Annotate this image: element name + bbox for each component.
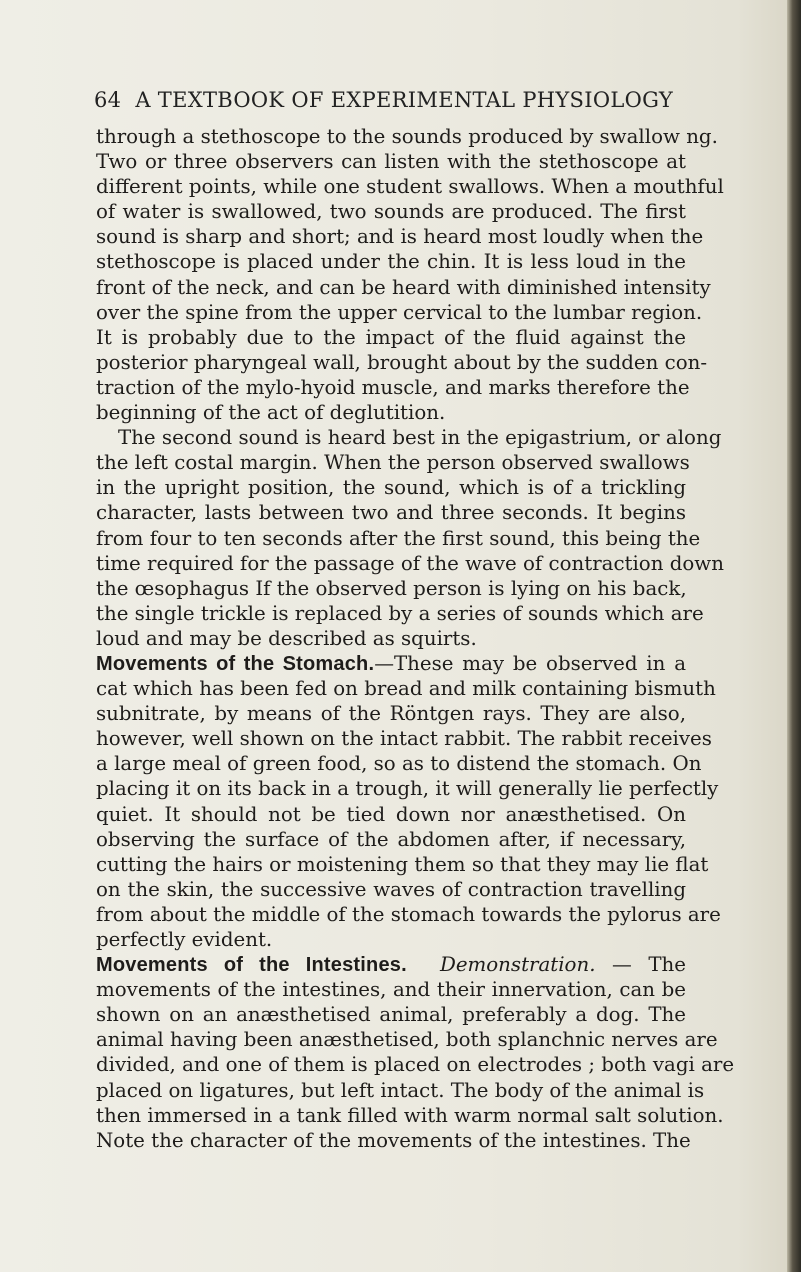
text-line: then immersed in a tank filled with warm normal salt solution. [96, 1103, 724, 1127]
text-line: character, lasts between two and three seconds. It begins [96, 501, 686, 525]
text-line: sound is sharp and short; and is heard most loudly when the [96, 225, 704, 249]
section-intestine-movements [96, 952, 735, 1153]
section-heading-intestines: Movements of the Intestines. [96, 954, 407, 977]
heading-continuation: — The [595, 953, 687, 977]
text-line: over the spine from the upper cervical to the lumbar region. [96, 300, 703, 324]
text-line: cutting the hairs or moistening them so that they may lie flat [96, 852, 709, 876]
text-line: the single trickle is replaced by a series of sounds which are [96, 601, 704, 625]
text-line: on the skin, the successive waves of contraction travelling [96, 877, 686, 901]
text-line: divided, and one of them is placed on electrodes ; both vagi are [96, 1053, 735, 1077]
text-line: placing it on its back in a trough, it will generally lie perfectly [96, 777, 719, 801]
body-text [96, 124, 735, 1153]
section-stomach-movements [96, 651, 721, 952]
text-line: traction of the mylo-hyoid muscle, and marks therefore the [96, 375, 690, 399]
text-line: observing the surface of the abdomen after, if necessary, [96, 827, 686, 851]
running-head [94, 88, 714, 112]
text-line: from about the middle of the stomach towards the pylorus are [96, 902, 721, 926]
text-line: from four to ten seconds after the first sound, this being the [96, 526, 701, 550]
text-line: The second sound is heard best in the epigastrium, or along [118, 426, 722, 450]
heading-continuation: —These may be observed in a [374, 651, 686, 675]
text-line: Note the character of the movements of the intestines. The [96, 1128, 691, 1152]
text-line: front of the neck, and can be heard with diminished intensity [96, 275, 711, 299]
text-line: beginning of the act of deglutition. [96, 401, 446, 425]
text-line: the œsophagus If the observed person is lying on his back, [96, 576, 687, 600]
text-line: shown on an anæsthetised animal, preferably a dog. The [96, 1003, 686, 1027]
text-line: of water is swallowed, two sounds are produced. The first [96, 200, 686, 224]
text-line: loud and may be described as squirts. [96, 626, 477, 650]
text-line: the left costal margin. When the person observed swallows [96, 451, 690, 475]
text-line: a large meal of green food, so as to distend the stomach. On [96, 752, 702, 776]
text-line: subnitrate, by means of the Röntgen rays. They are also, [96, 702, 686, 726]
text-line: cat which has been fed on bread and milk containing bismuth [96, 677, 716, 701]
text-line: through a stethoscope to the sounds produced by swallow ng. [96, 125, 718, 148]
text-line [96, 651, 686, 676]
page-edge-shadow [787, 0, 801, 1272]
book-title: A TEXTBOOK OF EXPERIMENTAL PHYSIOLOGY [135, 88, 673, 112]
text-line: animal having been anæsthetised, both splanchnic nerves are [96, 1028, 718, 1052]
text-line: in the upright position, the sound, which is of a trickling [96, 476, 686, 500]
text-line: placed on ligatures, but left intact. The body of the animal is [96, 1078, 705, 1102]
text-line: quiet. It should not be tied down nor anæsthetised. On [96, 802, 686, 826]
text-line: movements of the intestines, and their innervation, can be [96, 978, 686, 1002]
text-line: time required for the passage of the wave of contraction down [96, 551, 724, 575]
paragraph-second-sound [96, 425, 724, 651]
page-number: 64 [94, 88, 122, 112]
paragraph-swallowing-sounds [96, 124, 724, 425]
text-line: stethoscope is placed under the chin. It is less loud in the [96, 250, 686, 274]
text-line: different points, while one student swallows. When a mouthful [96, 175, 724, 199]
text-line: posterior pharyngeal wall, brought about by the sudden con- [96, 350, 708, 374]
text-line: Two or three observers can listen with the stethoscope at [96, 150, 686, 174]
text-line: however, well shown on the intact rabbit. The rabbit receives [96, 727, 712, 751]
text-line: perfectly evident. [96, 928, 273, 951]
text-line [96, 952, 686, 977]
text-line: It is probably due to the impact of the fluid against the [96, 325, 686, 349]
subheading-demonstration: Demonstration. [439, 953, 596, 977]
section-heading-stomach: Movements of the Stomach. [96, 652, 375, 675]
